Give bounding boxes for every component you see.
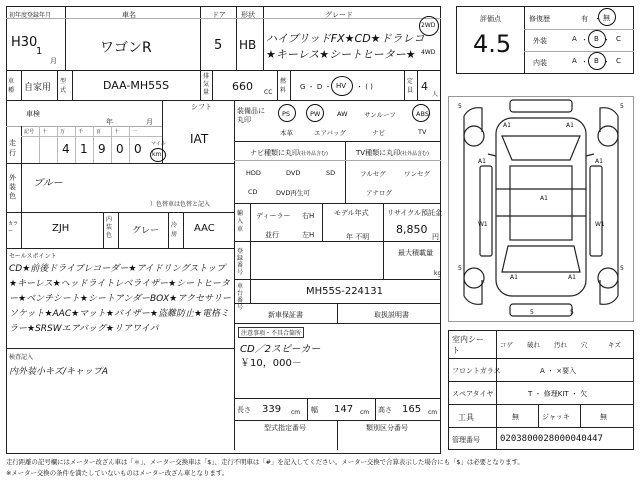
grade-circle xyxy=(588,52,606,70)
divider xyxy=(448,404,634,405)
import-label: 輸入車 xyxy=(237,210,244,233)
height-unit: cm xyxy=(428,409,438,416)
nav-title-text: ナビ種類に丸印 xyxy=(250,149,299,157)
divider xyxy=(118,212,119,248)
mileage-label: 走行 xyxy=(9,139,16,157)
nav-option: DVD再生可 xyxy=(276,189,310,197)
tv-options-row2 xyxy=(352,188,392,198)
fuel-selected: HV xyxy=(336,82,347,90)
equipment-circle xyxy=(306,104,324,122)
recycle-label: リサイクル預託金 xyxy=(387,209,443,217)
chassis-label: 車台番号 xyxy=(237,283,244,311)
svg-text:5: 5 xyxy=(458,103,462,110)
glass-options: A ・ ×要入 xyxy=(540,367,577,375)
nav-note: (社外品含む) xyxy=(299,151,328,157)
divider xyxy=(448,427,634,428)
mileage-digit-header: 記号 xyxy=(24,129,35,135)
yen-unit: 円 xyxy=(432,233,439,241)
fuel-label: 燃料 xyxy=(280,78,287,94)
divider xyxy=(65,6,66,70)
inspection-label: 車検 xyxy=(26,110,40,118)
tv-option: アナログ xyxy=(366,189,392,197)
km-label: km xyxy=(152,151,162,158)
dealer-label: ディーラー xyxy=(256,212,291,220)
divider xyxy=(93,126,94,163)
jack-label: ジャッキ xyxy=(542,413,570,421)
grade-circle xyxy=(588,30,606,48)
divider xyxy=(6,163,234,164)
exterior-label: 外装色 xyxy=(9,174,16,200)
nav-option: CD xyxy=(248,188,258,196)
nav-option: DVD xyxy=(286,169,301,177)
divider xyxy=(234,160,441,161)
equipment-circle xyxy=(412,104,430,122)
seat-item: 汚れ xyxy=(554,341,567,349)
height: 165 xyxy=(402,404,422,415)
fuel-options: G ・ D ・ xyxy=(300,83,332,91)
category-label: 類別区分番号 xyxy=(366,424,408,432)
spare-label: スペアタイヤ xyxy=(452,390,494,398)
svg-text:5: 5 xyxy=(530,309,534,316)
mileage-digit: 0 xyxy=(134,142,142,156)
svg-text:5: 5 xyxy=(620,103,624,110)
damage-mark: W1 xyxy=(595,221,605,228)
equipment-item: PW xyxy=(310,110,321,118)
width: 147 xyxy=(334,404,354,415)
exterior-color: ブルー xyxy=(33,178,63,189)
capacity: 4 xyxy=(421,80,428,93)
notes-line1: CD／2スピーカー xyxy=(240,344,321,355)
ac: AAC xyxy=(194,223,215,234)
chassis-number: MH55S-224131 xyxy=(306,286,384,297)
seat-label: 室内シート xyxy=(452,335,484,355)
reg-era: H30 xyxy=(11,35,38,50)
equipment-item: 本革 xyxy=(280,129,293,137)
grade-sep: ・ xyxy=(603,58,610,66)
tv-title-text: TV種類に丸印 xyxy=(356,149,401,157)
divider xyxy=(277,70,278,100)
jack-value: 無 xyxy=(600,413,607,421)
grade-sep: ・ xyxy=(581,58,588,66)
shape-label: 形状 xyxy=(241,11,255,19)
exterior-grades xyxy=(566,29,632,51)
mileage-digit-header: 百 xyxy=(96,129,102,135)
month-unit: 月 xyxy=(50,57,57,65)
mileage-digit-header: 千 xyxy=(78,129,84,135)
width-label: 幅 xyxy=(311,406,318,414)
seat-item: 穴 xyxy=(581,341,588,349)
mgmt-label: 管理番号 xyxy=(452,436,480,444)
type-label: 型式 xyxy=(60,78,67,94)
inspection-month-unit: 月 xyxy=(146,118,153,126)
divider xyxy=(111,126,112,163)
repair-yes: 有 xyxy=(581,15,588,23)
divider xyxy=(21,212,22,248)
equipment-item: TV xyxy=(418,128,427,136)
divider xyxy=(21,136,162,137)
manual-label: 取扱説明書 xyxy=(374,311,409,319)
doors: 5 xyxy=(214,38,223,53)
divider xyxy=(234,203,441,204)
reg-no-label: 登録番号 xyxy=(237,248,244,276)
spare-options: T ・ 修理KIT ・ 欠 xyxy=(528,390,588,398)
divider xyxy=(212,70,213,100)
divider xyxy=(524,6,525,74)
steering-right: 右H xyxy=(302,212,315,220)
reg-label: 車種 xyxy=(8,78,15,94)
glass-label: フロントガラス xyxy=(452,367,501,375)
divider xyxy=(234,323,441,324)
notes-line2: ￥10，000－ xyxy=(240,358,302,369)
car-name: ワゴンR xyxy=(100,40,152,56)
damage-mark: A1 xyxy=(478,158,486,165)
drive-2wd: 2WD xyxy=(421,22,436,29)
seat-items xyxy=(500,340,630,350)
nav-options-row2 xyxy=(240,188,320,198)
seat-item: コゲ xyxy=(500,341,513,349)
divider xyxy=(168,212,169,248)
equipment-item: ABS xyxy=(416,110,429,118)
grade-letter: C xyxy=(616,35,621,43)
model-code: DAA-MH55S xyxy=(103,79,170,92)
repair-sep: ・ xyxy=(594,15,601,23)
divider xyxy=(103,212,104,248)
score-label: 評価点 xyxy=(480,15,501,23)
divider xyxy=(200,70,201,100)
tools-value: 無 xyxy=(512,413,519,421)
color-code: ZJH xyxy=(52,223,70,234)
grade-label: グレード xyxy=(325,11,353,19)
steering-left: 左H xyxy=(302,231,315,239)
divider xyxy=(72,70,73,100)
damage-marks xyxy=(448,96,634,322)
nav-options-row1 xyxy=(240,169,340,179)
svg-text:5: 5 xyxy=(570,309,574,316)
mileage-digit: 4 xyxy=(62,142,70,156)
mileage-grid xyxy=(21,126,162,163)
divider xyxy=(375,398,376,420)
repair-label: 修復歴 xyxy=(529,15,550,23)
warranty-label: 新車保証書 xyxy=(268,311,303,319)
seat-item: キズ xyxy=(608,341,621,349)
divider xyxy=(345,141,346,203)
damage-mark: A1 xyxy=(510,274,518,281)
divider xyxy=(21,70,22,100)
displacement-label: 排気量 xyxy=(203,73,210,96)
recycle-value: 8,850 xyxy=(396,223,428,236)
mileage-digit-header: 一 xyxy=(132,129,138,135)
interior-grade-label: 内装 xyxy=(533,59,547,67)
nav-option: HDD xyxy=(246,169,261,177)
grade-letter: A xyxy=(572,57,577,65)
grade-sep: ・ xyxy=(581,36,588,44)
exterior-grade-label: 外装 xyxy=(533,37,547,45)
fuel-tail: ・ ( ) xyxy=(356,83,373,91)
door-label: ドア xyxy=(212,11,226,19)
divider xyxy=(234,241,441,242)
interior: グレー xyxy=(132,226,160,236)
score: 4.5 xyxy=(473,30,512,58)
divider xyxy=(290,70,291,100)
tv-option: ワンセグ xyxy=(404,170,430,178)
divider xyxy=(183,212,184,248)
shape: HB xyxy=(239,38,257,52)
equipment-row2 xyxy=(270,126,440,138)
divider xyxy=(250,241,251,303)
divider xyxy=(57,70,58,100)
divider xyxy=(250,203,251,241)
model-year-label: モデル年式 xyxy=(334,209,369,217)
capacity-label: 定員 xyxy=(407,78,414,94)
mileage-digit: 9 xyxy=(98,142,106,156)
tools-label: 工具 xyxy=(458,413,474,422)
divider xyxy=(234,141,441,142)
equipment-item: エアバッグ xyxy=(314,129,346,137)
divider xyxy=(404,70,405,100)
length-unit: cm xyxy=(291,409,301,416)
model-year-value: 年 不明 xyxy=(346,233,370,241)
ac-label: 冷房 xyxy=(171,222,178,238)
divider xyxy=(448,358,634,359)
inspection-notes-label: 検査記入 xyxy=(9,354,34,361)
grade-line2: ★キーレス★シートヒーター★ xyxy=(266,48,416,61)
damage-mark: A1 xyxy=(568,274,576,281)
divider xyxy=(417,70,418,100)
mileage-digit: 1 xyxy=(80,142,88,156)
tv-note: (社外品含む) xyxy=(400,151,429,157)
seat-item: 破れ xyxy=(527,341,540,349)
reg-year-label: 初年度登録年月 xyxy=(9,12,52,19)
exterior-note: ）色替車は色替と記入 xyxy=(150,201,211,208)
grade-letter: C xyxy=(616,57,621,65)
usage: 自家用 xyxy=(24,83,52,93)
drive-4wd: 4WD xyxy=(421,49,436,56)
model-designation-label: 型式指定番号 xyxy=(264,424,306,432)
divider xyxy=(263,6,264,70)
cc-unit: CC xyxy=(264,89,273,96)
divider xyxy=(236,6,237,70)
equipment-item: ナビ xyxy=(372,129,385,137)
divider xyxy=(6,212,234,213)
grade-letter: B xyxy=(594,35,599,43)
sales-points-text: CD★前後ドライブレコーダー★アイドリングストップ★キーレス★ヘッドライトレベライザー★シートヒーター★ベンチシート★シートアンダーBOX★アクセサリーソケット★AAC★マット★バイザー★盗難防止★電格ミラー★SRSWエアバッグ★リアワイパ xyxy=(9,264,231,334)
divider xyxy=(200,6,201,70)
svg-text:5: 5 xyxy=(620,265,624,272)
height-label: 高さ xyxy=(378,406,392,414)
divider xyxy=(234,279,441,280)
divider xyxy=(496,330,497,450)
divider xyxy=(21,163,22,212)
interior-grades xyxy=(566,51,632,73)
divider xyxy=(580,404,581,427)
damage-mark: W1 xyxy=(478,221,488,228)
max-load-label: 最大積載量 xyxy=(398,249,433,257)
damage-mark: A1 xyxy=(503,122,511,129)
divider xyxy=(322,203,323,241)
footer-line2: ※メーター交換の条件を満たしていないものはメーター改ざん車となります。 xyxy=(6,469,229,477)
divider xyxy=(538,404,539,427)
car-name-label: 車名 xyxy=(122,11,136,19)
mileage-digit: 0 xyxy=(116,142,124,156)
inspection-year-unit: 年 xyxy=(106,118,113,126)
mgmt-number: 0203800028000040447 xyxy=(500,434,603,444)
grade-letter: A xyxy=(572,35,577,43)
length: 339 xyxy=(262,404,282,415)
shift-label: シフト xyxy=(191,103,212,111)
grade-letter: B xyxy=(594,57,599,65)
divider xyxy=(337,420,338,450)
divider xyxy=(234,398,441,399)
divider xyxy=(129,126,130,163)
divider xyxy=(448,381,634,382)
equipment-item: PS xyxy=(282,110,291,118)
divider xyxy=(75,126,76,163)
interior-label: 内装色 xyxy=(106,216,113,239)
damage-mark: A1 xyxy=(595,158,603,165)
divider xyxy=(6,100,441,101)
displacement: 660 xyxy=(232,80,253,93)
notes-label: 注意事項・不具合箇所 xyxy=(238,327,304,338)
length-label: 長さ xyxy=(237,406,251,414)
color-code-label: カラー xyxy=(8,221,19,234)
shift: IAT xyxy=(190,132,209,146)
divider xyxy=(6,248,234,249)
kg-unit: kg xyxy=(434,270,442,277)
inspection-notes-text: 内外装小キズ/キャップA xyxy=(9,367,109,377)
equipment-label: 装備品に丸印 xyxy=(237,107,265,124)
reg-month: 1 xyxy=(36,46,43,57)
svg-text:5: 5 xyxy=(458,265,462,272)
width-unit: cm xyxy=(360,409,370,416)
tv-option: フルセグ xyxy=(360,170,386,178)
equipment-circle xyxy=(278,104,296,122)
grade-sep: ・ xyxy=(603,36,610,44)
mileage-digit-header: 十 xyxy=(114,129,120,135)
equipment-item: AW xyxy=(337,110,348,118)
divider xyxy=(6,348,234,349)
parallel-label: 並行 xyxy=(265,231,279,239)
divider xyxy=(57,126,58,163)
grade-line1: ハイブリッドFX★CD★ドラレコ xyxy=(266,32,425,45)
tv-title xyxy=(356,148,429,158)
mileage-digit-header: 万 xyxy=(60,129,66,135)
divider xyxy=(307,398,308,420)
divider xyxy=(39,126,40,163)
equipment-row1 xyxy=(270,104,440,124)
tv-options-row1 xyxy=(352,169,437,179)
damage-mark: A1 xyxy=(540,195,548,202)
person-unit: 人 xyxy=(432,91,439,98)
damage-mark: A1 xyxy=(566,122,574,129)
nav-option: SD xyxy=(326,169,336,177)
nav-title xyxy=(250,148,328,158)
equipment-item: サンルーフ xyxy=(364,111,396,119)
mile-label: マイル xyxy=(151,141,166,147)
mileage-digit-header: 十 xyxy=(42,129,48,135)
divider xyxy=(337,303,338,323)
repair-no: 無 xyxy=(603,14,610,22)
footer-line1: 走行距離の記号欄にはメーター改ざん車は「＊」、メーター交換車は「$」、走行不明車は「#」を記入してください。メーター交換で合算表示した場合にも「$」は必要となります。 xyxy=(6,458,524,466)
sales-points-label: セールスポイント xyxy=(9,253,57,260)
